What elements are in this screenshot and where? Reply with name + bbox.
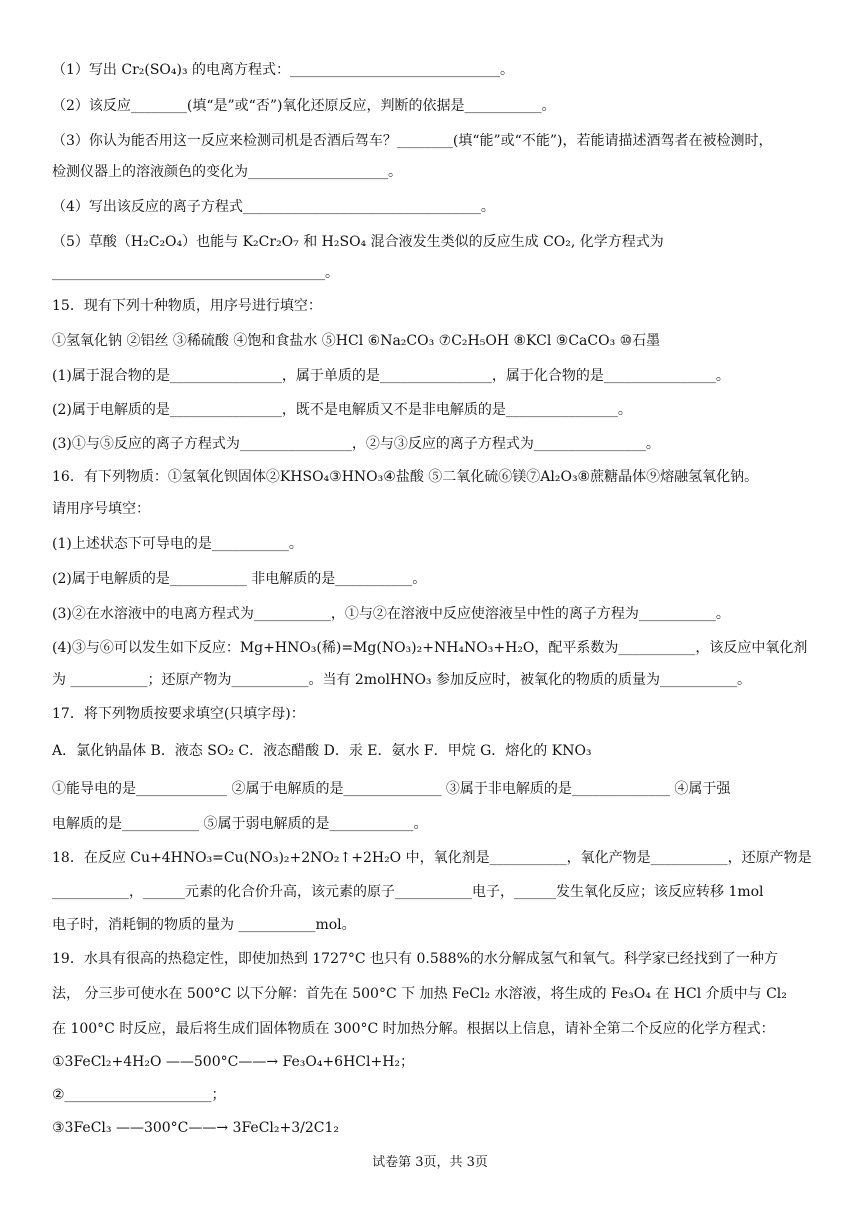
- question-title: 15．现有下列十种物质，用序号进行填空：: [52, 298, 322, 314]
- text-line: (2)属于电解质的是________________，既不是电解质又不是非电解质的是________________。: [52, 402, 632, 418]
- text-line: 电解质的是___________ ⑤属于弱电解质的是____________。: [52, 816, 428, 832]
- text-line: ①氢氧化钠 ②铝丝 ③稀硫酸 ④饱和食盐水 ⑤HCl ⑥Na₂CO₃ ⑦C₂H₅OH ⑧KCl ⑨CaCO₃ ⑩石墨: [52, 333, 661, 349]
- text-line: 请用序号填空：: [52, 501, 150, 517]
- equation-line: ③3FeCl₃ ——300°C——→ 3FeCl₂+3/2C1₂: [52, 1120, 339, 1136]
- equation-line: ②_____________________；: [52, 1087, 226, 1103]
- question-title: 16．有下列物质：①氢氧化钡固体②KHSO₄③HNO₃④盐酸 ⑤二氧化硫⑥镁⑦Al₂O₃⑧蔗糖晶体⑨熔融氢氧化钠。: [52, 469, 759, 485]
- text-line: （1）写出 Cr₂(SO₄)₃ 的电离方程式：______________________________。: [52, 62, 515, 78]
- text-line: (3)②在水溶液中的电离方程式为___________，①与②在溶液中反应使溶液呈中性的离子方程为___________。: [52, 606, 730, 622]
- text-line: （3）你认为能否用这一反应来检测司机是否酒后驾车？________(填“能”或“不能”)，若能请描述酒驾者在被检测时，: [52, 133, 773, 149]
- question-title: 17．将下列物质按要求填空(只填字母)：: [52, 706, 305, 722]
- text-line: (1)上述状态下可导电的是___________。: [52, 536, 303, 552]
- text-line: (1)属于混合物的是________________，属于单质的是________________，属于化合物的是________________。: [52, 368, 730, 384]
- text-line: ①能导电的是_____________ ②属于电解质的是______________ ③属于非电解质的是______________ ④属于强: [52, 781, 731, 797]
- text-line: （5）草酸（H₂C₂O₄）也能与 K₂Cr₂O₇ 和 H₂SO₄ 混合液发生类似的反应生成 CO₂, 化学方程式为: [52, 234, 664, 250]
- question-title: 19．水具有很高的热稳定性，即使加热到 1727°C 也只有 0.588%的水分解成氢气和氧气。科学家已经找到了一种方: [52, 951, 778, 967]
- text-line: 为 ___________；还原产物为___________。当有 2molHNO₃ 参加反应时，被氧化的物质的质量为___________。: [52, 672, 751, 688]
- text-line: 电子时，消耗铜的物质的量为 ___________mol。: [52, 917, 356, 933]
- text-line: （4）写出该反应的离子方程式__________________________________。: [52, 199, 495, 215]
- question-title: 18．在反应 Cu+4HNO₃=Cu(NO₃)₂+2NO₂↑+2H₂O 中，氧化剂是___________，氧化产物是___________，还原产物是: [52, 850, 812, 866]
- text-line: 检测仪器上的溶液颜色的变化为____________________。: [52, 164, 402, 180]
- equation-line: ①3FeCl₂+4H₂O ——500°C——→ Fe₃O₄+6HCl+H₂；: [52, 1054, 415, 1070]
- text-line: 法， 分三步可使水在 500°C 以下分解：首先在 500°C 下 加热 FeCl₂ 水溶液，将生成的 Fe₃O₄ 在 HCl 介质中与 Cl₂: [52, 986, 787, 1002]
- text-line: _______________________________________。: [52, 265, 339, 281]
- text-line: (3)①与⑤反应的离子方程式为________________，②与③反应的离子方程式为________________。: [52, 436, 660, 452]
- text-line: (4)③与⑥可以发生如下反应：Mg+HNO₃(稀)=Mg(NO₃)₂+NH₄NO₃+H₂O，配平系数为___________，该反应中氧化剂: [52, 640, 808, 656]
- page-footer: 试卷第 3页，共 3页: [372, 1155, 488, 1170]
- text-line: 在 100°C 时反应，最后将生成们固体物质在 300°C 时加热分解。根据以上信息，请补全第二个反应的化学方程式：: [52, 1021, 775, 1037]
- text-line: ___________，______元素的化合价升高，该元素的原子___________电子，______发生氧化反应；该反应转移 1mol: [52, 884, 764, 900]
- text-line: A．氯化钠晶体 B．液态 SO₂ C．液态醋酸 D．汞 E．氨水 F．甲烷 G．熔化的 KNO₃: [52, 743, 592, 759]
- text-line: （2）该反应________(填“是”或“否”)氧化还原反应，判断的依据是___________。: [52, 98, 556, 114]
- text-line: (2)属于电解质的是___________ 非电解质的是___________。: [52, 571, 427, 587]
